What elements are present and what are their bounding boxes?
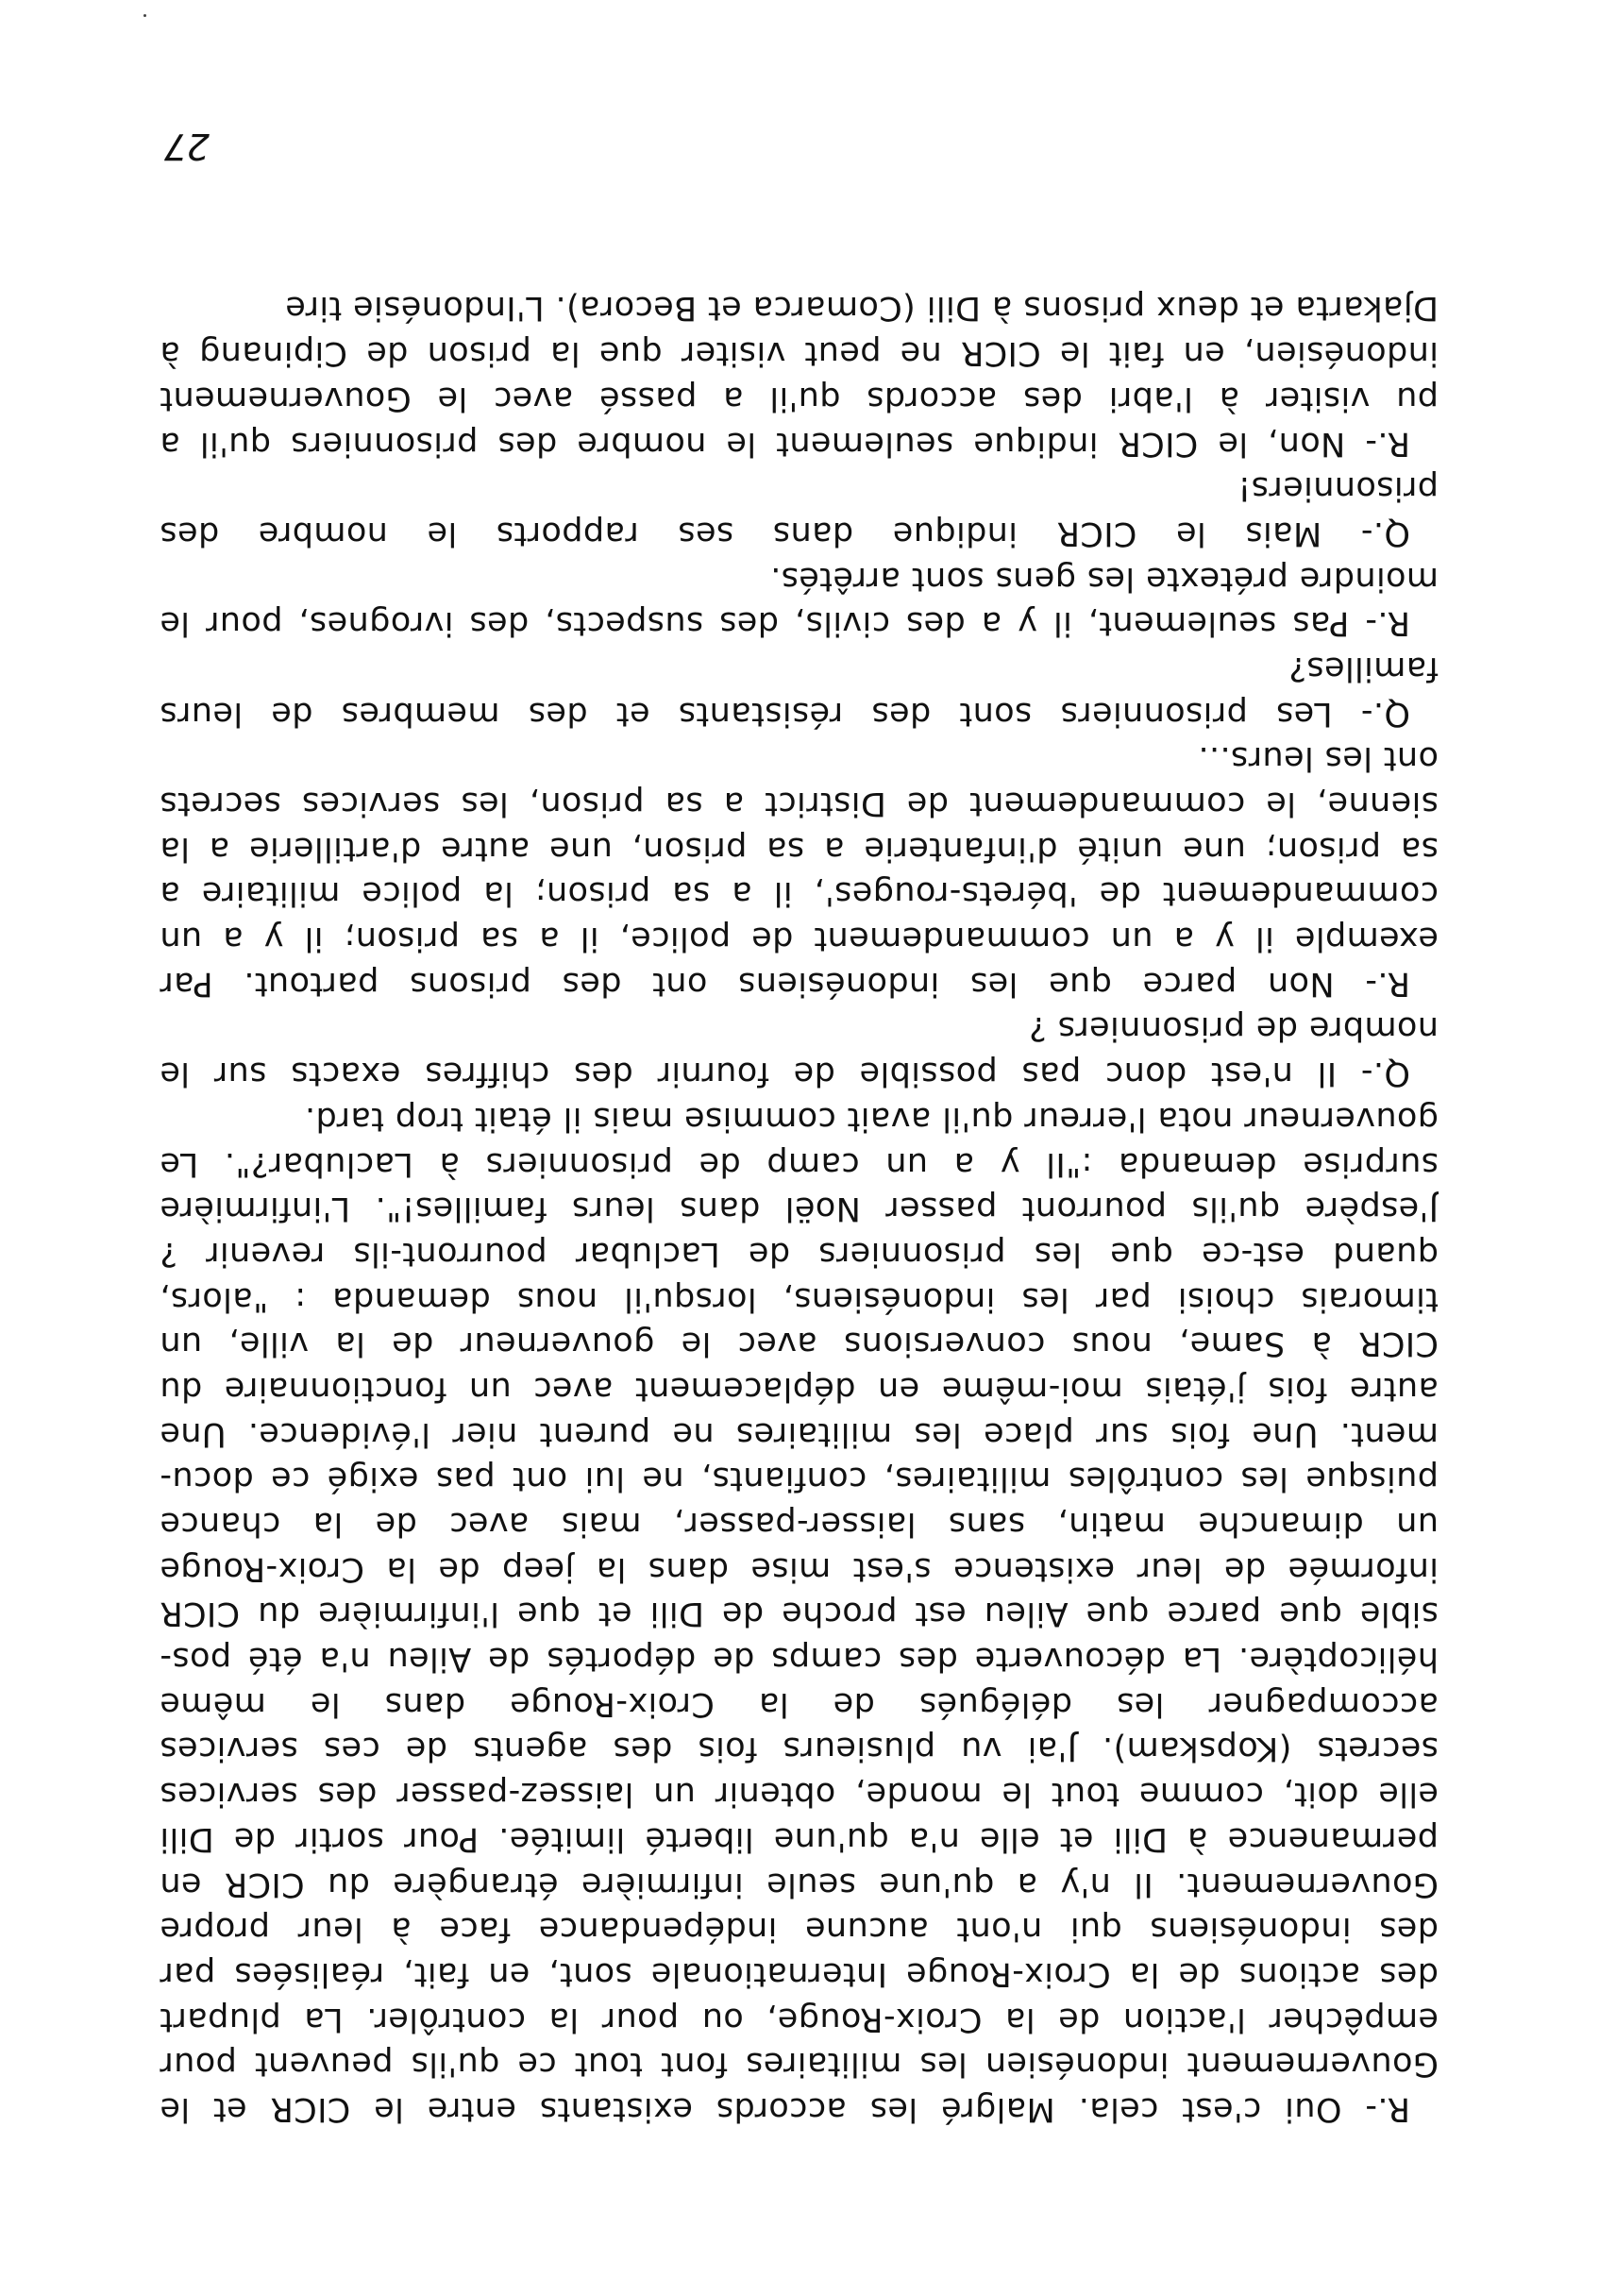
text-line: permanence à Dili et elle n'a qu'une liberté limitée. Pour sortir de Dili [160,1819,1439,1858]
text-line: empêcher l'action de la Croix-Rouge, ou pour la contrôler. La plupart [160,2000,1439,2038]
text-line: prisonniers! [1237,469,1439,508]
text-line: sa prison; une unité d'infanterie a sa prison, une autre d'artillerie a la [160,829,1439,868]
text-line: des actions de la Croix-Rouge Internationale sont, en fait, réalisées par [160,1954,1439,1993]
text-line: gouverneur nota l'erreur qu'il avait commise mais il était trop tard. [304,1099,1439,1138]
text-line: sienne, le commandement de District a sa prison, les services secrets [160,785,1439,823]
text-line: autre fois j'étais moi-même en déplacement avec un fonctionnaire du [160,1370,1439,1408]
text-line: sible que parce que Aileu est proche de Dili et que l'infirmière du CICR [160,1595,1439,1633]
text-line: pu visiter à l'abri des accords qu'il a passé avec le Gouvernement [160,379,1439,417]
scan-speck [143,14,146,17]
text-line: Q.- Il n'est donc pas possible de fournir des chiffres exacts sur le [160,1055,1410,1093]
text-line: Gouvernement indonésien les militaires font tout ce qu'ils peuvent pour [160,2045,1439,2084]
text-line: puisque les contrôles militaires, confiants, ne lui ont pas exigé ce docu- [160,1460,1439,1498]
text-line: hélicoptère. La découverte des camps de déportés de Aileu n'a été pos- [160,1640,1439,1679]
text-line: ment. Une fois sur place les militaires ne purent nier l'évidence. Une [160,1414,1439,1453]
text-line: R.- Oui c'est cela. Malgré les accords existants entre le CICR et le [160,2090,1410,2128]
text-line: timorais choisi par les indonésiens, lorsqu'il nous demanda : "alors, [160,1279,1439,1318]
text-line: des indonésiens qui n'ont aucune indépendance face à leur propre [160,1910,1439,1949]
text-line: ont les leurs... [1198,739,1439,778]
text-line: quand est-ce que les prisonniers de Laclubar pourront-ils revenir ? [160,1234,1439,1273]
text-line: surprise demanda :"Il y a un camp de prisonniers à Laclubar?". Le [160,1144,1439,1183]
text-line: R.- Non parce que les indonésiens ont des prisons partout. Par [160,964,1410,1003]
text-line: Djakarta et deux prisons à Dili (Comarca et Becora). L'Indonésie tire [284,289,1439,328]
text-line: Q.- Les prisonniers sont des résistants et des membres de leurs [160,694,1410,733]
text-line: CICR à Same, nous conversions avec le gouverneur de la ville, un [160,1325,1439,1363]
body-text [160,285,1439,2131]
text-line: exemple il y a un commandement de police, il a sa prison; il y a un [160,920,1439,958]
text-line: J'espère qu'ils pourront passer Noël dans leurs familles!". L'infirmière [160,1190,1439,1228]
text-line: un dimanche matin, sans laisser-passer, mais avec de la chance [160,1505,1439,1544]
text-line: nombre de prisonniers ? [1028,1009,1439,1048]
page-number: 27 [163,126,210,167]
text-line: moindre prétexte les gens sont arrêtés. [769,559,1439,598]
text-line: familles? [1288,650,1439,687]
text-line: R.- Non, le CICR indique seulement le nombre des prisonniers qu'il a [160,424,1410,463]
text-line: Q.- Mais le CICR indique dans ses rapports le nombre des [160,514,1410,552]
text-line: Gouvernement. Il n'y a qu'une seule infirmière étrangère du CICR en [160,1865,1439,1903]
text-line: accompagner les délégués de la Croix-Rouge dans le même [160,1684,1439,1723]
text-line: secrets (Kopskam). J'ai vu plusieurs fois des agents de ces services [160,1730,1439,1768]
text-line: indonésien, en fait le CICR ne peut visiter que la prison de Cipinang à [160,334,1439,373]
text-line: R.- Pas seulement, il y a des civils, des suspects, des ivrognes, pour le [160,604,1410,643]
text-line: commandement de 'bérets-rouges', il a sa prison; la police militaire a [160,874,1439,913]
text-line: informée de leur existence s'est mise dans la jeep de la Croix-Rouge [160,1549,1439,1588]
text-line: elle doit, comme tout le monde, obtenir un laissez-passer des services [160,1775,1439,1814]
